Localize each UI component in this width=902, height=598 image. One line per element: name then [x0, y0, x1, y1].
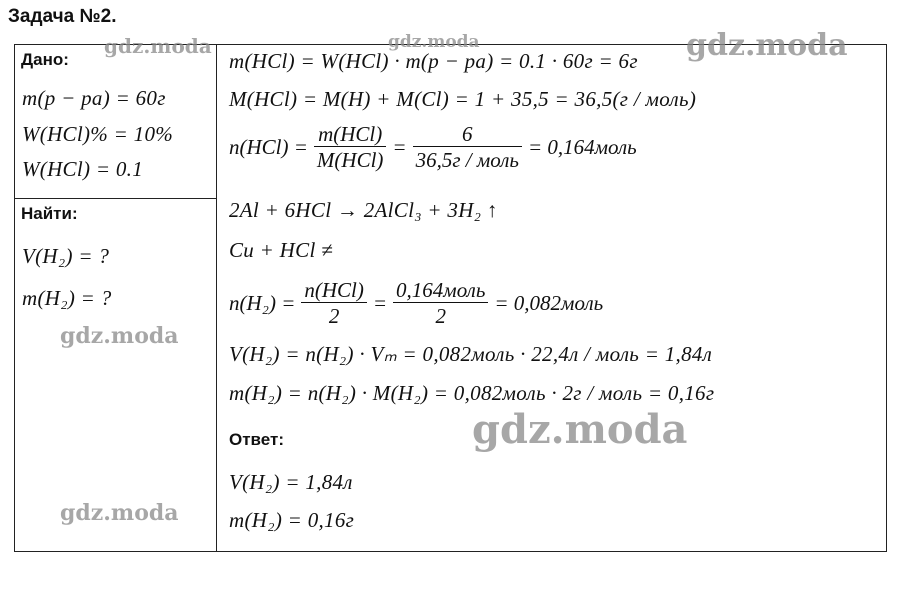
watermark: gdz.moda	[60, 323, 179, 349]
fraction-denominator: 2	[435, 304, 446, 328]
reaction-equation: Cu + HCl ≠	[229, 238, 333, 262]
solution-line: V(H₂) = n(H₂) · Vₘ = 0,082моль · 22,4л / моль = 1,84л	[229, 342, 713, 366]
equals-sign: =	[372, 291, 388, 315]
equation-rhs: = 0,082моль	[494, 291, 604, 315]
fraction-numerator: 6	[462, 122, 473, 146]
fraction-denominator: M(HCl)	[316, 148, 384, 172]
fraction	[314, 122, 387, 173]
reaction-equation: 2Al + 6HCl → 2AlCl₃ + 3H₂ ↑	[229, 198, 498, 222]
fraction-denominator: 36,5г / моль	[415, 148, 519, 172]
given-line: m(p − pa) = 60г	[22, 86, 166, 110]
find-label: Найти:	[21, 204, 78, 223]
given-line: W(HCl) = 0.1	[22, 157, 144, 181]
fraction-numerator: m(HCl)	[318, 122, 383, 146]
equals-sign: =	[392, 135, 407, 159]
answer-label: Ответ:	[229, 430, 284, 449]
fraction-equation	[229, 278, 603, 329]
equation-lhs: n(HCl) =	[229, 135, 308, 159]
fraction	[413, 122, 522, 173]
fraction-equation	[229, 122, 637, 173]
watermark: gdz.moda	[388, 32, 480, 52]
given-label: Дано:	[21, 50, 69, 69]
find-line: m(H₂) = ?	[22, 286, 112, 310]
find-line: V(H₂) = ?	[22, 244, 110, 268]
fraction	[301, 278, 367, 329]
watermark: gdz.moda	[472, 406, 688, 453]
column-divider	[216, 44, 217, 552]
section-divider	[14, 198, 217, 199]
watermark: gdz.moda	[686, 28, 848, 63]
answer-line: V(H₂) = 1,84л	[229, 470, 353, 494]
watermark: gdz.moda	[60, 500, 179, 526]
solution-line: m(H₂) = n(H₂) · M(H₂) = 0,082моль · 2г / моль = 0,16г	[229, 381, 715, 405]
page-title: Задача №2.	[8, 6, 117, 27]
fraction-denominator: 2	[328, 304, 340, 328]
fraction-numerator: 0,164моль	[396, 278, 486, 302]
fraction	[393, 278, 488, 329]
given-line: W(HCl)% = 10%	[22, 122, 174, 146]
watermark: gdz.moda	[104, 34, 212, 58]
answer-line: m(H₂) = 0,16г	[229, 508, 355, 532]
fraction-numerator: n(HCl)	[304, 278, 364, 302]
solution-line: M(HCl) = M(H) + M(Cl) = 1 + 35,5 = 36,5(г / моль)	[229, 87, 697, 111]
equation-rhs: = 0,164моль	[527, 135, 637, 159]
solution-line: m(HCl) = W(HCl) · m(p − pa) = 0.1 · 60г = 6г	[229, 49, 638, 73]
equation-lhs: n(H₂) =	[229, 291, 296, 315]
